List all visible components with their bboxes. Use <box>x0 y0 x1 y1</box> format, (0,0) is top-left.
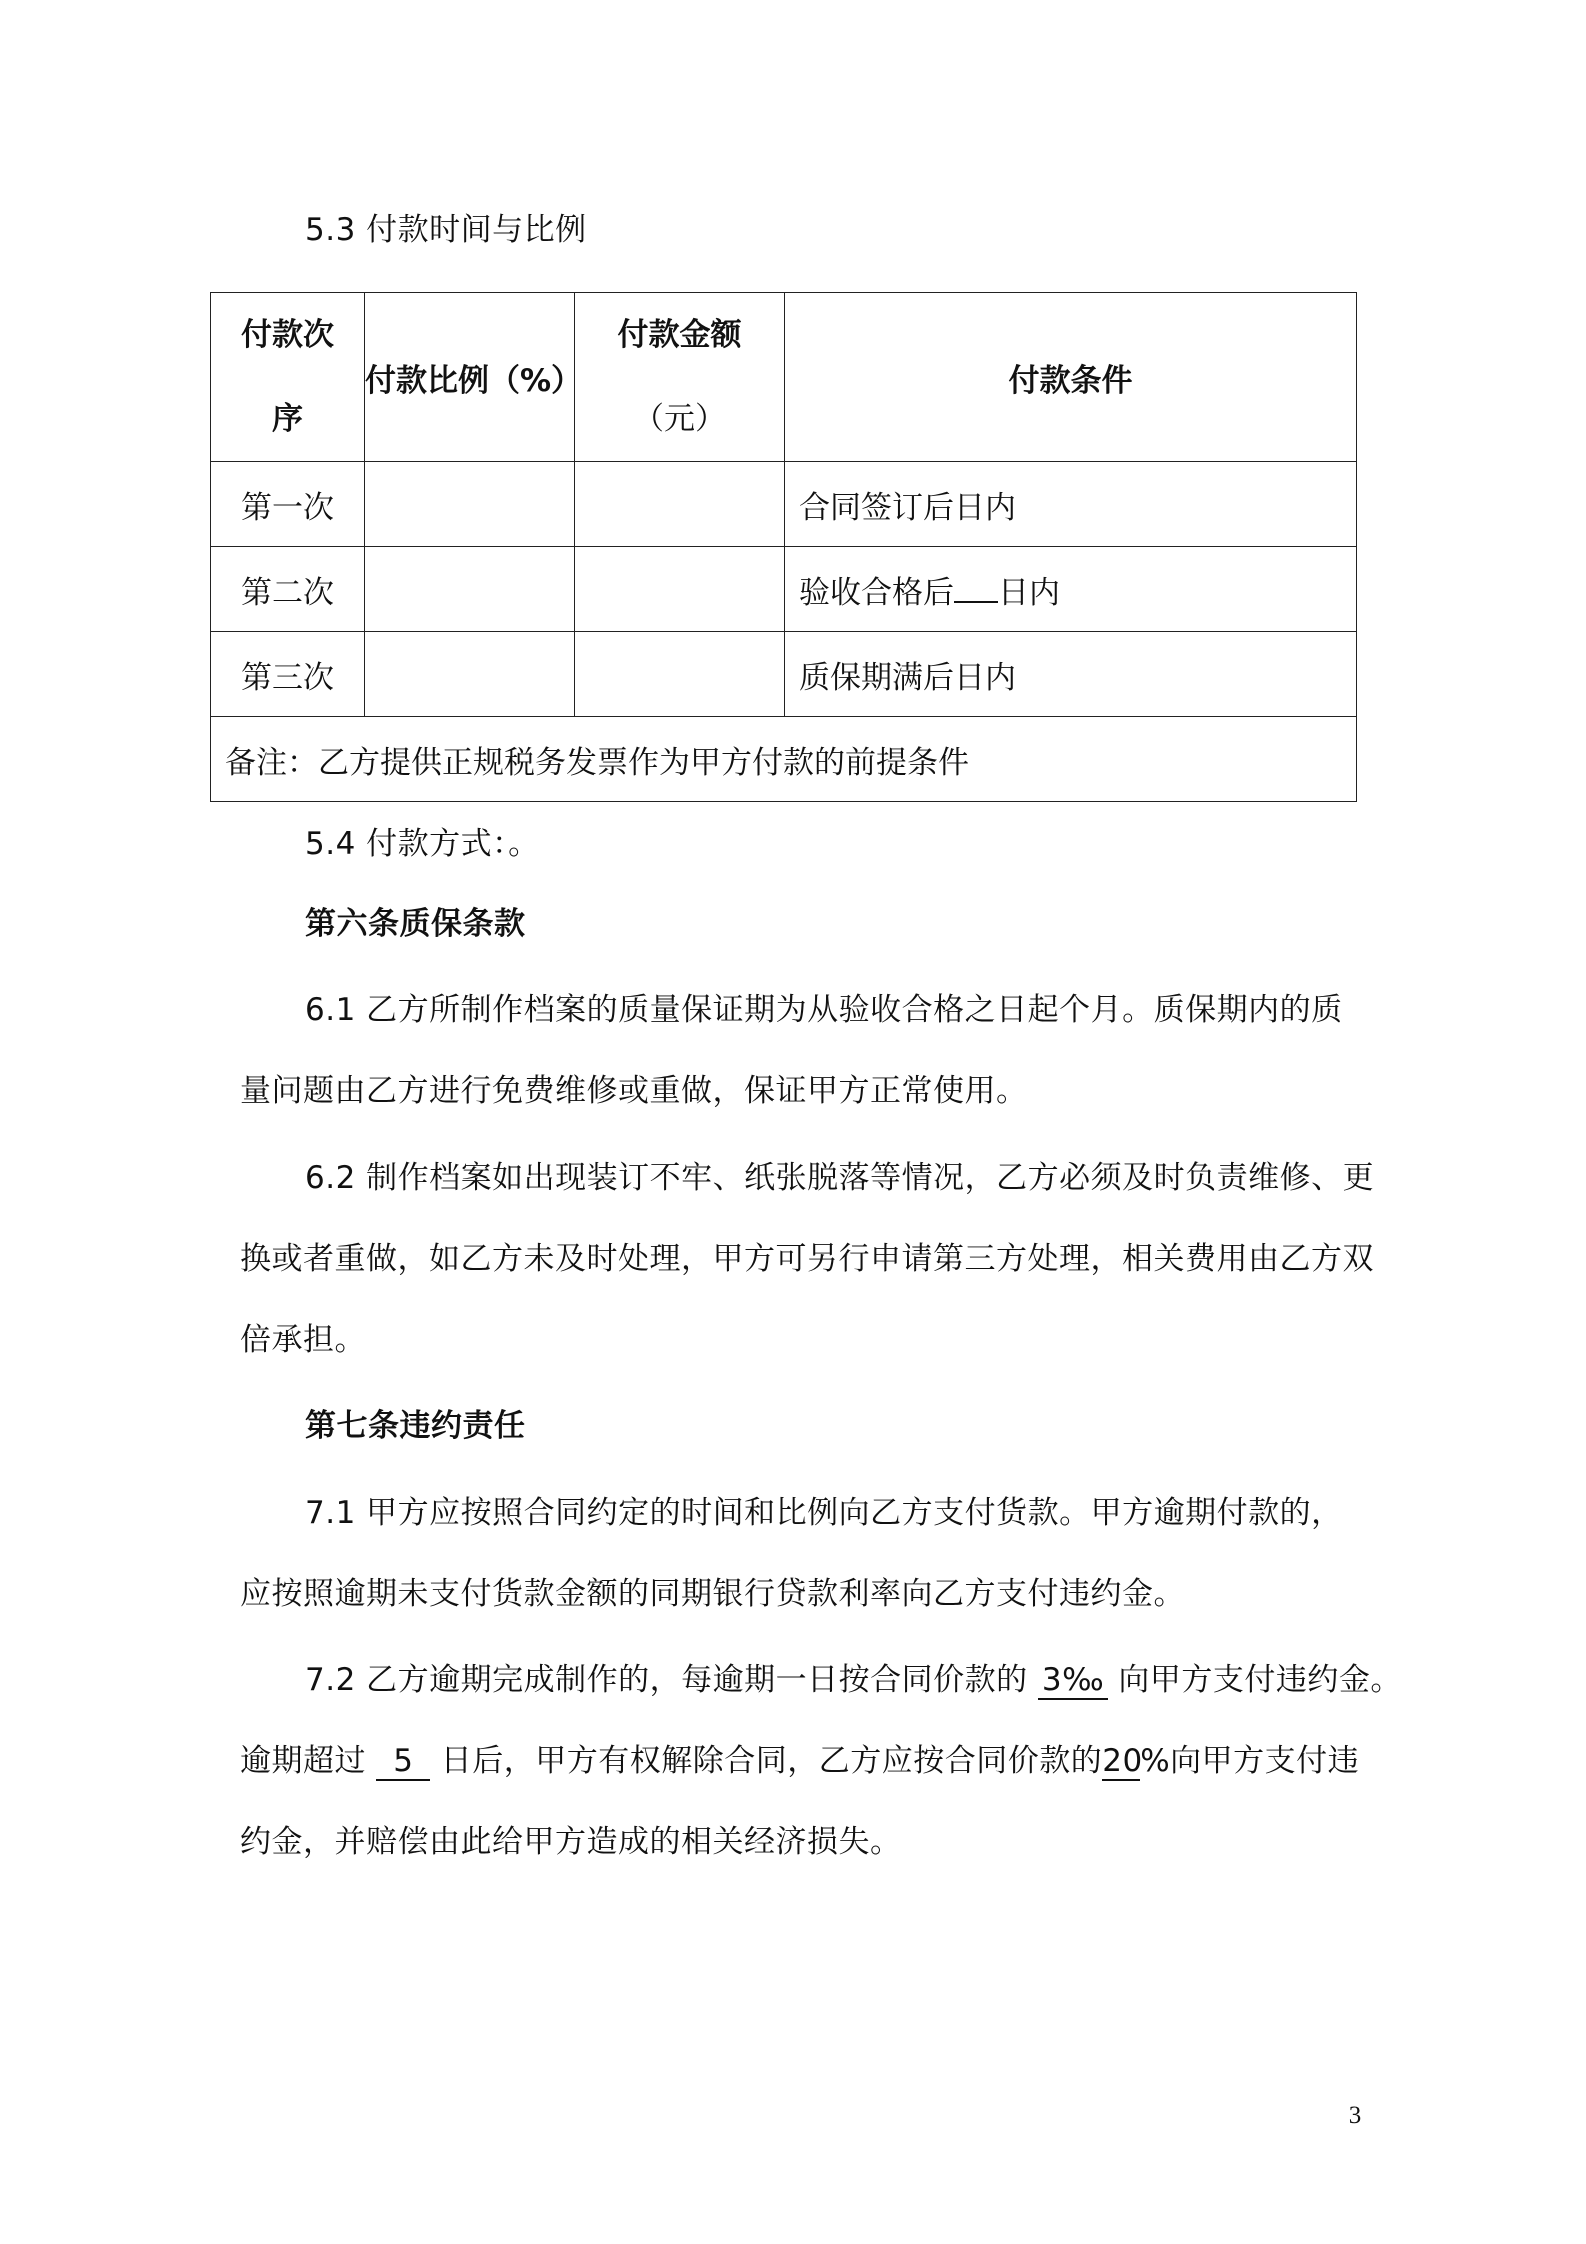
paragraph-7-1-line2: 应按照逾期未支付货款金额的同期银行贷款利率向乙方支付违约金。 <box>240 1576 1185 1612</box>
page-number: 3 <box>1348 2102 1362 2129</box>
paragraph-7-2-line2: 逾期超过 5 日后，甲方有权解除合同，乙方应按合同价款的20%向甲方支付违 <box>240 1743 1360 1779</box>
row-condition: 合同签订后日内 <box>785 462 1357 547</box>
row-ratio <box>365 632 575 717</box>
header-payment-order: 付款次 序 <box>211 293 365 462</box>
header-payment-condition: 付款条件 <box>785 293 1357 462</box>
paragraph-6-1-line1: 6.1 乙方所制作档案的质量保证期为从验收合格之日起个月。质保期内的质 <box>305 992 1343 1028</box>
row-amount <box>575 632 785 717</box>
paragraph-6-2-line1: 6.2 制作档案如出现装订不牢、纸张脱落等情况，乙方必须及时负责维修、更 <box>305 1160 1375 1196</box>
blank-days <box>954 573 998 603</box>
article-7-title: 第七条违约责任 <box>305 1408 526 1444</box>
header-payment-ratio: 付款比例（%） <box>365 293 575 462</box>
table-note-row <box>211 717 1357 802</box>
paragraph-6-2-line3: 倍承担。 <box>240 1322 366 1358</box>
penalty-rate-value: 3‰ <box>1038 1662 1108 1700</box>
paragraph-6-2-line2: 换或者重做，如乙方未及时处理，甲方可另行申请第三方处理，相关费用由乙方双 <box>240 1241 1374 1277</box>
row-condition: 验收合格后 日内 <box>785 547 1357 632</box>
paragraph-6-1-line2: 量问题由乙方进行免费维修或重做，保证甲方正常使用。 <box>240 1073 1028 1109</box>
row-order: 第三次 <box>211 632 365 717</box>
paragraph-7-2-line1: 7.2 乙方逾期完成制作的，每逾期一日按合同价款的 3‰ 向甲方支付违约金。 <box>305 1662 1402 1698</box>
row-condition: 质保期满后日内 <box>785 632 1357 717</box>
penalty-percent-value: 20 <box>1102 1743 1143 1779</box>
table-note: 备注：乙方提供正规税务发票作为甲方付款的前提条件 <box>211 717 1357 802</box>
paragraph-7-2-line3: 约金，并赔偿由此给甲方造成的相关经济损失。 <box>240 1824 902 1860</box>
row-amount <box>575 462 785 547</box>
table-row <box>211 632 1357 717</box>
table-row <box>211 462 1357 547</box>
section-5-4-text: 5.4 付款方式：。 <box>305 826 540 862</box>
row-order: 第二次 <box>211 547 365 632</box>
overdue-days-value: 5 <box>376 1743 430 1781</box>
row-ratio <box>365 547 575 632</box>
table-header-row <box>211 293 1357 462</box>
article-6-title: 第六条质保条款 <box>305 906 526 942</box>
row-order: 第一次 <box>211 462 365 547</box>
paragraph-7-1-line1: 7.1 甲方应按照合同约定的时间和比例向乙方支付货款。甲方逾期付款的， <box>305 1495 1343 1531</box>
payment-schedule-table <box>210 292 1357 802</box>
table-row <box>211 547 1357 632</box>
row-amount <box>575 547 785 632</box>
header-payment-amount: 付款金额 （元） <box>575 293 785 462</box>
row-ratio <box>365 462 575 547</box>
section-5-3-heading: 5.3 付款时间与比例 <box>305 212 587 248</box>
